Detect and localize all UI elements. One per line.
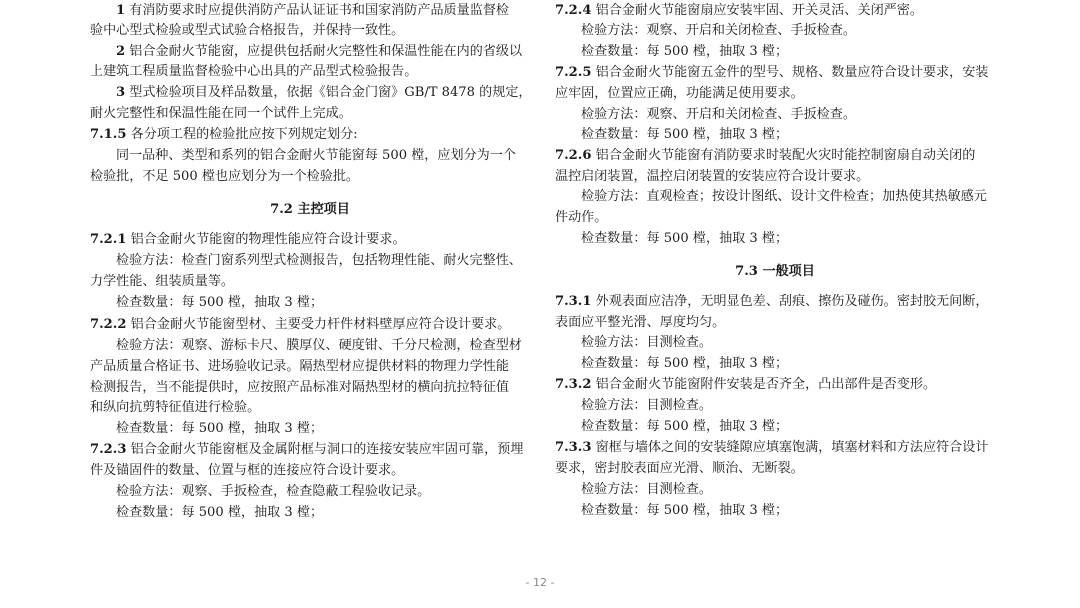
- text-line: 检查数量：每 500 樘，抽取 3 樘；: [581, 503, 789, 518]
- text-line: 检验方法：观察、游标卡尺、膜厚仪、硬度钳、千分尺检测，检查型材: [116, 338, 522, 353]
- text-line: 检查数量：每 500 樘，抽取 3 樘；: [116, 421, 324, 436]
- clause-number: 7.2.2: [90, 317, 127, 332]
- clause-text: 铝合金耐火节能窗五金件的型号、规格、数量应符合设计要求，安装: [591, 65, 989, 80]
- clause-line: [90, 230, 406, 250]
- text-line: 检查数量：每 500 樘，抽取 3 樘；: [116, 505, 324, 520]
- clause-number: 2: [116, 44, 126, 59]
- clause-number: 3: [116, 85, 126, 100]
- clause-line: [90, 315, 510, 335]
- clause-number: 7.2.4: [555, 3, 592, 18]
- clause-text: 铝合金耐火节能窗框及金属附框与洞口的连接安装应牢固可靠，预埋: [126, 442, 524, 457]
- clause-text: 有消防要求时应提供消防产品认证证书和国家消防产品质量监督检: [125, 3, 510, 18]
- clause-text: 各分项工程的检验批应按下列规定划分:: [126, 127, 358, 142]
- text-line: 上建筑工程质量监督检验中心出具的产品型式检验报告。: [90, 64, 418, 79]
- clause-text: 铝合金耐火节能窗有消防要求时装配火灾时能控制窗扇自动关闭的: [591, 148, 976, 163]
- clause-line: [90, 440, 523, 460]
- text-line: 检验方法：目测检查。: [581, 482, 712, 497]
- clause-line: [555, 438, 988, 458]
- clause-text: 铝合金耐火节能窗的物理性能应符合设计要求。: [126, 232, 406, 247]
- clause-text: 铝合金耐火节能窗，应提供包括耐火完整性和保温性能在内的省级以: [125, 44, 523, 59]
- text-line: 件动作。: [555, 210, 608, 225]
- clause-line: [555, 63, 988, 83]
- text-line: 产品质量合格证书、进场验收记录。隔热型材应提供材料的物理力学性能: [90, 359, 509, 374]
- clause-text: 铝合金耐火节能窗型材、主要受力杆件材料壁厚应符合设计要求。: [126, 317, 511, 332]
- text-line: 检验方法：观察、开启和关闭检查、手扳检查。: [581, 107, 856, 122]
- text-line: 检验方法：观察、手扳检查，检查隐蔽工程验收记录。: [116, 484, 431, 499]
- text-line: 力学性能、组装质量等。: [90, 274, 235, 289]
- clause-text: 铝合金耐火节能窗扇应安装牢固、开关灵活、关闭严密。: [591, 3, 923, 18]
- text-line: 检验方法：直观检查；按设计图纸、设计文件检查；加热使其热敏感元: [581, 189, 987, 204]
- text-line: 温控启闭装置，温控启闭装置的安装应符合设计要求。: [555, 169, 870, 184]
- clause-line: [555, 375, 936, 395]
- text-line: 耐火完整性和保温性能在同一个试件上完成。: [90, 106, 352, 121]
- clause-number: 7.2.1: [90, 232, 127, 247]
- clause-line: [90, 125, 358, 145]
- text-line: 检验批，不足 500 樘也应划分为一个检验批。: [90, 169, 360, 184]
- clause-number: 7.3.2: [555, 377, 592, 392]
- clause-number: 7.3.3: [555, 440, 592, 455]
- section-heading: 7.3 一般项目: [735, 264, 815, 279]
- clause-line: [555, 1, 923, 21]
- clause-text: 窗框与墙体之间的安装缝隙应填塞饱满，填塞材料和方法应符合设计: [591, 440, 989, 455]
- text-line: 件及锚固件的数量、位置与框的连接应符合设计要求。: [90, 463, 405, 478]
- clause-number: 7.1.5: [90, 127, 127, 142]
- clause-number: 7.2.5: [555, 65, 592, 80]
- text-line: 表面应平整光滑、厚度均匀。: [555, 315, 726, 330]
- page-number: - 12 -: [525, 576, 555, 589]
- clause-line: [116, 83, 532, 103]
- text-line: 检验方法：目测检查。: [581, 398, 712, 413]
- clause-line: [555, 292, 988, 312]
- clause-line: [116, 42, 522, 62]
- text-line: 检查数量：每 500 樘，抽取 3 樘；: [581, 127, 789, 142]
- clause-line: [116, 1, 509, 21]
- text-line: 检验方法：观察、开启和关闭检查、手扳检查。: [581, 23, 856, 38]
- text-line: 检查数量：每 500 樘，抽取 3 樘；: [581, 419, 789, 434]
- text-line: 检查数量：每 500 樘，抽取 3 樘；: [581, 44, 789, 59]
- text-line: 检验方法：检查门窗系列型式检测报告，包括物理性能、耐火完整性、: [116, 253, 522, 268]
- clause-text: 铝合金耐火节能窗附件安装是否齐全，凸出部件是否变形。: [591, 377, 937, 392]
- clause-text: 型式检验项目及样品数量，依据《铝合金门窗》GB/T 8478 的规定，: [125, 85, 532, 100]
- clause-number: 7.2.6: [555, 148, 592, 163]
- clause-line: [555, 146, 975, 166]
- text-line: 和纵向抗剪特征值进行检验。: [90, 400, 261, 415]
- clause-number: 7.3.1: [555, 294, 592, 309]
- text-line: 检查数量：每 500 樘，抽取 3 樘；: [581, 231, 789, 246]
- text-line: 检验方法：目测检查。: [581, 335, 712, 350]
- text-line: 应牢固，位置应正确，功能满足使用要求。: [555, 86, 804, 101]
- text-line: 检查数量：每 500 樘，抽取 3 樘；: [116, 295, 324, 310]
- section-heading: 7.2 主控项目: [270, 202, 350, 217]
- text-line: 验中心型式检验或型式试验合格报告，并保持一致性。: [90, 23, 405, 38]
- clause-text: 外观表面应洁净，无明显色差、刮痕、擦伤及碰伤。密封胶无间断，: [591, 294, 989, 309]
- text-line: 检测报告，当不能提供时，应按照产品标准对隔热型材的横向抗拉特征值: [90, 380, 509, 395]
- text-line: 同一品种、类型和系列的铝合金耐火节能窗每 500 樘，应划分为一个: [116, 148, 516, 163]
- clause-number: 1: [116, 3, 126, 18]
- clause-number: 7.2.3: [90, 442, 127, 457]
- text-line: 检查数量：每 500 樘，抽取 3 樘；: [581, 356, 789, 371]
- text-line: 要求，密封胶表面应光滑、顺治、无断裂。: [555, 461, 804, 476]
